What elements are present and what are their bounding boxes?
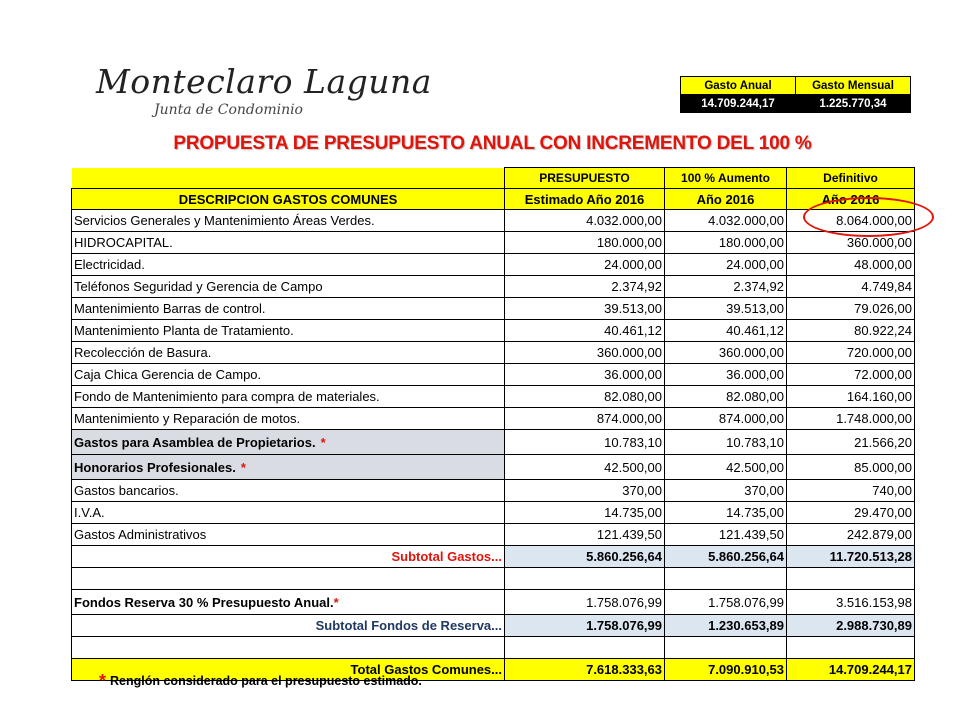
total-v2: 7.090.910,53 xyxy=(665,659,787,681)
total-v1: 7.618.333,63 xyxy=(505,659,665,681)
table-row xyxy=(72,276,915,298)
row-value-v2: 40.461,12 xyxy=(665,320,787,342)
row-value-v1: 14.735,00 xyxy=(505,502,665,524)
table-row xyxy=(72,320,915,342)
header-definitivo: Definitivo xyxy=(787,168,915,189)
header-descripcion: DESCRIPCION GASTOS COMUNES xyxy=(72,189,505,210)
row-label-text: Mantenimiento Barras de control. xyxy=(74,301,266,316)
row-value-v3: 360.000,00 xyxy=(787,232,915,254)
table-row xyxy=(72,455,915,480)
header-estimado: Estimado Año 2016 xyxy=(505,189,665,210)
row-value-v2: 14.735,00 xyxy=(665,502,787,524)
row-value-v3: 164.160,00 xyxy=(787,386,915,408)
row-label-text: Electricidad. xyxy=(74,257,145,272)
row-value-v1: 4.032.000,00 xyxy=(505,210,665,232)
row-value-v1: 2.374,92 xyxy=(505,276,665,298)
table-row xyxy=(72,502,915,524)
row-label-text: Fondo de Mantenimiento para compra de materiales. xyxy=(74,389,380,404)
subtotal-gastos-row xyxy=(72,546,915,568)
table-row xyxy=(72,408,915,430)
row-value-v2: 10.783,10 xyxy=(665,430,787,455)
subtotal-gastos-v1: 5.860.256,64 xyxy=(505,546,665,568)
subtotal-fondos-v2: 1.230.653,89 xyxy=(665,615,787,637)
subtotal-fondos-v3: 2.988.730,89 xyxy=(787,615,915,637)
row-value-v2: 360.000,00 xyxy=(665,342,787,364)
row-value-v3: 720.000,00 xyxy=(787,342,915,364)
gasto-mensual-value: 1.225.770,34 xyxy=(796,95,911,113)
header-presupuesto: PRESUPUESTO xyxy=(505,168,665,189)
row-value-v1: 180.000,00 xyxy=(505,232,665,254)
gasto-anual-label: Gasto Anual xyxy=(681,77,796,95)
row-value-v2: 39.513,00 xyxy=(665,298,787,320)
row-label xyxy=(72,298,505,320)
row-label-text: Mantenimiento Planta de Tratamiento. xyxy=(74,323,294,338)
row-label-text: Caja Chica Gerencia de Campo. xyxy=(74,367,262,382)
header-ano-definitivo: Año 2016 xyxy=(787,189,915,210)
total-v3: 14.709.244,17 xyxy=(787,659,915,681)
row-label xyxy=(72,480,505,502)
row-value-v1: 82.080,00 xyxy=(505,386,665,408)
row-value-v2: 180.000,00 xyxy=(665,232,787,254)
table-row xyxy=(72,364,915,386)
fondos-reserva-row xyxy=(72,590,915,615)
row-star: * xyxy=(240,459,246,475)
gasto-anual-value: 14.709.244,17 xyxy=(681,95,796,113)
expense-rows xyxy=(72,210,915,546)
fondos-reserva-v1: 1.758.076,99 xyxy=(505,590,665,615)
table-row xyxy=(72,342,915,364)
subtotal-fondos-label: Subtotal Fondos de Reserva... xyxy=(72,615,505,637)
row-label xyxy=(72,455,505,480)
row-value-v2: 42.500,00 xyxy=(665,455,787,480)
row-label xyxy=(72,320,505,342)
row-value-v2: 4.032.000,00 xyxy=(665,210,787,232)
row-value-v1: 40.461,12 xyxy=(505,320,665,342)
table-row xyxy=(72,386,915,408)
row-value-v3: 1.748.000,00 xyxy=(787,408,915,430)
table-row xyxy=(72,430,915,455)
row-label xyxy=(72,210,505,232)
row-value-v2: 2.374,92 xyxy=(665,276,787,298)
row-label-text: Gastos para Asamblea de Propietarios. xyxy=(74,434,316,450)
row-value-v3: 4.749,84 xyxy=(787,276,915,298)
table-row xyxy=(72,254,915,276)
row-value-v3: 79.026,00 xyxy=(787,298,915,320)
row-value-v3: 8.064.000,00 xyxy=(787,210,915,232)
fondos-reserva-star: * xyxy=(333,594,339,610)
row-label-text: HIDROCAPITAL. xyxy=(74,235,173,250)
row-value-v3: 85.000,00 xyxy=(787,455,915,480)
row-value-v2: 121.439,50 xyxy=(665,524,787,546)
row-value-v1: 36.000,00 xyxy=(505,364,665,386)
row-label xyxy=(72,364,505,386)
logo-subtitle: Junta de Condominio xyxy=(154,102,303,118)
row-value-v3: 242.879,00 xyxy=(787,524,915,546)
row-label xyxy=(72,408,505,430)
logo xyxy=(90,57,432,125)
row-value-v1: 360.000,00 xyxy=(505,342,665,364)
row-label-text: Recolección de Basura. xyxy=(74,345,212,360)
row-value-v1: 874.000,00 xyxy=(505,408,665,430)
header-ano-aumento: Año 2016 xyxy=(665,189,787,210)
row-label-text: I.V.A. xyxy=(74,505,105,520)
row-label xyxy=(72,386,505,408)
fondos-reserva-v3: 3.516.153,98 xyxy=(787,590,915,615)
table-row xyxy=(72,480,915,502)
row-label-text: Honorarios Profesionales. xyxy=(74,459,236,475)
row-label-text: Mantenimiento y Reparación de motos. xyxy=(74,411,301,426)
gasto-mensual-label: Gasto Mensual xyxy=(796,77,911,95)
logo-title: Monteclaro Laguna xyxy=(96,62,432,101)
row-value-v3: 21.566,20 xyxy=(787,430,915,455)
row-value-v3: 29.470,00 xyxy=(787,502,915,524)
row-value-v3: 72.000,00 xyxy=(787,364,915,386)
gasto-summary-table xyxy=(680,76,911,113)
subtotal-gastos-label: Subtotal Gastos... xyxy=(72,546,505,568)
subtotal-gastos-v2: 5.860.256,64 xyxy=(665,546,787,568)
row-value-v2: 82.080,00 xyxy=(665,386,787,408)
row-label xyxy=(72,276,505,298)
row-value-v1: 24.000,00 xyxy=(505,254,665,276)
row-star: * xyxy=(320,434,326,450)
subtotal-gastos-v3: 11.720.513,28 xyxy=(787,546,915,568)
row-value-v2: 36.000,00 xyxy=(665,364,787,386)
fondos-reserva-label xyxy=(72,590,505,615)
row-label-text: Gastos Administrativos xyxy=(74,527,207,542)
fondos-reserva-text: Fondos Reserva 30 % Presupuesto Anual. xyxy=(74,594,334,610)
total-label: Total Gastos Comunes... xyxy=(72,659,505,681)
table-row xyxy=(72,298,915,320)
header-row-bottom xyxy=(72,189,915,210)
row-value-v2: 874.000,00 xyxy=(665,408,787,430)
page-title: PROPUESTA DE PRESUPUESTO ANUAL CON INCREMENTO DEL 100 % xyxy=(173,133,812,154)
row-label xyxy=(72,232,505,254)
row-value-v2: 24.000,00 xyxy=(665,254,787,276)
table-row xyxy=(72,524,915,546)
row-value-v1: 39.513,00 xyxy=(505,298,665,320)
subtotal-fondos-v1: 1.758.076,99 xyxy=(505,615,665,637)
budget-table xyxy=(71,167,915,681)
row-label xyxy=(72,342,505,364)
row-label xyxy=(72,502,505,524)
spacer-row xyxy=(72,637,915,659)
table-row xyxy=(72,210,915,232)
row-value-v3: 48.000,00 xyxy=(787,254,915,276)
row-value-v1: 10.783,10 xyxy=(505,430,665,455)
row-value-v3: 740,00 xyxy=(787,480,915,502)
subtotal-fondos-row xyxy=(72,615,915,637)
spacer-row xyxy=(72,568,915,590)
row-label-text: Servicios Generales y Mantenimiento Áreas Verdes. xyxy=(74,213,375,228)
footnote-text: Renglón considerado para el presupuesto estimado. xyxy=(110,674,422,688)
row-label xyxy=(72,254,505,276)
row-label xyxy=(72,430,505,455)
row-label-text: Gastos bancarios. xyxy=(74,483,179,498)
header-row-top xyxy=(72,168,915,189)
header-aumento: 100 % Aumento xyxy=(665,168,787,189)
footnote-star: * xyxy=(99,671,107,691)
table-row xyxy=(72,232,915,254)
row-label-text: Teléfonos Seguridad y Gerencia de Campo xyxy=(74,279,323,294)
row-value-v1: 121.439,50 xyxy=(505,524,665,546)
logo-text xyxy=(90,57,432,125)
row-value-v1: 42.500,00 xyxy=(505,455,665,480)
row-value-v2: 370,00 xyxy=(665,480,787,502)
row-value-v1: 370,00 xyxy=(505,480,665,502)
fondos-reserva-v2: 1.758.076,99 xyxy=(665,590,787,615)
row-value-v3: 80.922,24 xyxy=(787,320,915,342)
header-blank xyxy=(72,168,505,189)
footnote xyxy=(99,671,422,692)
row-label xyxy=(72,524,505,546)
